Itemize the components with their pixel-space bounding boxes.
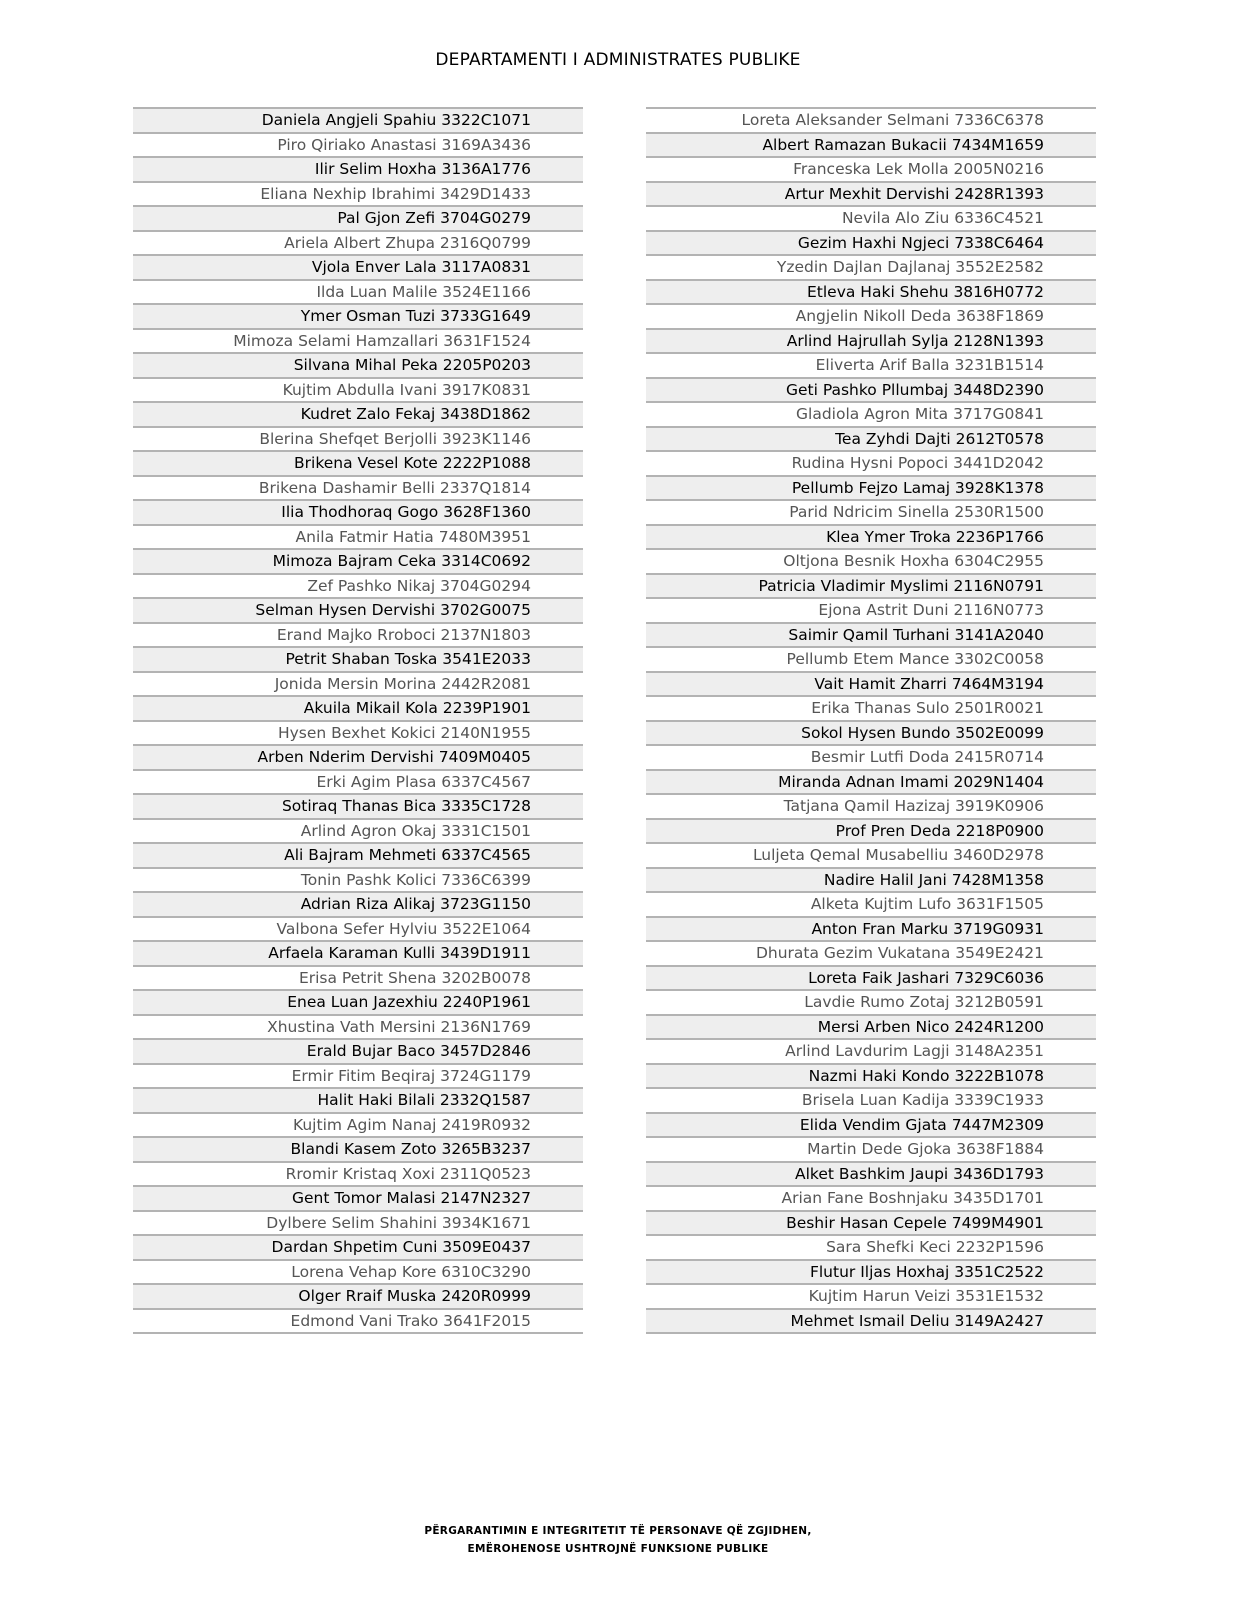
name-row: Klea Ymer Troka 2236P1766 <box>646 524 1096 549</box>
name-row: Besmir Lutfi Doda 2415R0714 <box>646 744 1096 769</box>
footer-line-2: EMËROHENOSE USHTROJNË FUNKSIONE PUBLIKE <box>467 1543 769 1555</box>
name-row: Brikena Dashamir Belli 2337Q1814 <box>133 475 583 500</box>
name-row: Erki Agim Plasa 6337C4567 <box>133 769 583 794</box>
name-row: Petrit Shaban Toska 3541E2033 <box>133 646 583 671</box>
name-row: Elida Vendim Gjata 7447M2309 <box>646 1112 1096 1137</box>
name-row: Ymer Osman Tuzi 3733G1649 <box>133 303 583 328</box>
name-row: Ejona Astrit Duni 2116N0773 <box>646 597 1096 622</box>
name-row: Sokol Hysen Bundo 3502E0099 <box>646 720 1096 745</box>
name-row: Gent Tomor Malasi 2147N2327 <box>133 1185 583 1210</box>
name-row: Arian Fane Boshnjaku 3435D1701 <box>646 1185 1096 1210</box>
page-title: DEPARTAMENTI I ADMINISTRATES PUBLIKE <box>435 50 801 70</box>
name-row: Erisa Petrit Shena 3202B0078 <box>133 965 583 990</box>
name-row: Erand Majko Rroboci 2137N1803 <box>133 622 583 647</box>
name-row: Zef Pashko Nikaj 3704G0294 <box>133 573 583 598</box>
name-row: Albert Ramazan Bukacii 7434M1659 <box>646 132 1096 157</box>
name-row: Gezim Haxhi Ngjeci 7338C6464 <box>646 230 1096 255</box>
footer-line-1: PËRGARANTIMIN E INTEGRITETIT TË PERSONAVE QË ZGJIDHEN, <box>424 1525 812 1537</box>
name-row: Ali Bajram Mehmeti 6337C4565 <box>133 842 583 867</box>
name-row: Mehmet Ismail Deliu 3149A2427 <box>646 1308 1096 1333</box>
name-row: Nadire Halil Jani 7428M1358 <box>646 867 1096 892</box>
name-row: Erald Bujar Baco 3457D2846 <box>133 1038 583 1063</box>
name-row: Franceska Lek Molla 2005N0216 <box>646 156 1096 181</box>
name-row: Mimoza Selami Hamzallari 3631F1524 <box>133 328 583 353</box>
name-row: Saimir Qamil Turhani 3141A2040 <box>646 622 1096 647</box>
name-row: Akuila Mikail Kola 2239P1901 <box>133 695 583 720</box>
name-row: Loreta Faik Jashari 7329C6036 <box>646 965 1096 990</box>
name-row: Lavdie Rumo Zotaj 3212B0591 <box>646 989 1096 1014</box>
name-row: Eliana Nexhip Ibrahimi 3429D1433 <box>133 181 583 206</box>
name-row: Adrian Riza Alikaj 3723G1150 <box>133 891 583 916</box>
name-row: Yzedin Dajlan Dajlanaj 3552E2582 <box>646 254 1096 279</box>
name-row: Enea Luan Jazexhiu 2240P1961 <box>133 989 583 1014</box>
name-row: Kudret Zalo Fekaj 3438D1862 <box>133 401 583 426</box>
name-row: Dylbere Selim Shahini 3934K1671 <box>133 1210 583 1235</box>
name-row: Ilir Selim Hoxha 3136A1776 <box>133 156 583 181</box>
name-row: Ariela Albert Zhupa 2316Q0799 <box>133 230 583 255</box>
name-row: Arlind Agron Okaj 3331C1501 <box>133 818 583 843</box>
name-row: Sara Shefki Keci 2232P1596 <box>646 1234 1096 1259</box>
name-row: Artur Mexhit Dervishi 2428R1393 <box>646 181 1096 206</box>
name-row: Mimoza Bajram Ceka 3314C0692 <box>133 548 583 573</box>
name-row: Sotiraq Thanas Bica 3335C1728 <box>133 793 583 818</box>
name-row: Valbona Sefer Hylviu 3522E1064 <box>133 916 583 941</box>
name-row: Kujtim Abdulla Ivani 3917K0831 <box>133 377 583 402</box>
name-row: Rudina Hysni Popoci 3441D2042 <box>646 450 1096 475</box>
name-row: Beshir Hasan Cepele 7499M4901 <box>646 1210 1096 1235</box>
left-name-column <box>133 107 583 1334</box>
name-row: Brikena Vesel Kote 2222P1088 <box>133 450 583 475</box>
name-row: Silvana Mihal Peka 2205P0203 <box>133 352 583 377</box>
column-bottom-rule <box>133 1332 583 1334</box>
name-row: Vait Hamit Zharri 7464M3194 <box>646 671 1096 696</box>
name-row: Patricia Vladimir Myslimi 2116N0791 <box>646 573 1096 598</box>
name-row: Miranda Adnan Imami 2029N1404 <box>646 769 1096 794</box>
name-row: Angjelin Nikoll Deda 3638F1869 <box>646 303 1096 328</box>
name-row: Nevila Alo Ziu 6336C4521 <box>646 205 1096 230</box>
name-row: Eliverta Arif Balla 3231B1514 <box>646 352 1096 377</box>
name-row: Vjola Enver Lala 3117A0831 <box>133 254 583 279</box>
name-row: Edmond Vani Trako 3641F2015 <box>133 1308 583 1333</box>
name-row: Pellumb Etem Mance 3302C0058 <box>646 646 1096 671</box>
footer <box>0 1522 1236 1558</box>
name-row: Arlind Hajrullah Sylja 2128N1393 <box>646 328 1096 353</box>
name-row: Ilda Luan Malile 3524E1166 <box>133 279 583 304</box>
name-row: Piro Qiriako Anastasi 3169A3436 <box>133 132 583 157</box>
column-bottom-rule <box>646 1332 1096 1334</box>
right-name-column <box>646 107 1096 1334</box>
name-row: Kujtim Harun Veizi 3531E1532 <box>646 1283 1096 1308</box>
name-row: Arben Nderim Dervishi 7409M0405 <box>133 744 583 769</box>
name-row: Parid Ndricim Sinella 2530R1500 <box>646 499 1096 524</box>
name-row: Brisela Luan Kadija 3339C1933 <box>646 1087 1096 1112</box>
name-row: Oltjona Besnik Hoxha 6304C2955 <box>646 548 1096 573</box>
name-row: Halit Haki Bilali 2332Q1587 <box>133 1087 583 1112</box>
name-row: Jonida Mersin Morina 2442R2081 <box>133 671 583 696</box>
name-row: Dardan Shpetim Cuni 3509E0437 <box>133 1234 583 1259</box>
name-row: Daniela Angjeli Spahiu 3322C1071 <box>133 107 583 132</box>
name-row: Ilia Thodhoraq Gogo 3628F1360 <box>133 499 583 524</box>
name-row: Prof Pren Deda 2218P0900 <box>646 818 1096 843</box>
name-row: Flutur Iljas Hoxhaj 3351C2522 <box>646 1259 1096 1284</box>
name-row: Olger Rraif Muska 2420R0999 <box>133 1283 583 1308</box>
name-row: Tatjana Qamil Hazizaj 3919K0906 <box>646 793 1096 818</box>
name-row: Tea Zyhdi Dajti 2612T0578 <box>646 426 1096 451</box>
name-row: Selman Hysen Dervishi 3702G0075 <box>133 597 583 622</box>
name-row: Gladiola Agron Mita 3717G0841 <box>646 401 1096 426</box>
name-row: Alket Bashkim Jaupi 3436D1793 <box>646 1161 1096 1186</box>
name-row: Pellumb Fejzo Lamaj 3928K1378 <box>646 475 1096 500</box>
name-row: Anton Fran Marku 3719G0931 <box>646 916 1096 941</box>
name-row: Blandi Kasem Zoto 3265B3237 <box>133 1136 583 1161</box>
name-row: Xhustina Vath Mersini 2136N1769 <box>133 1014 583 1039</box>
name-row: Arlind Lavdurim Lagji 3148A2351 <box>646 1038 1096 1063</box>
name-row: Tonin Pashk Kolici 7336C6399 <box>133 867 583 892</box>
name-row: Anila Fatmir Hatia 7480M3951 <box>133 524 583 549</box>
name-row: Pal Gjon Zefi 3704G0279 <box>133 205 583 230</box>
name-row: Blerina Shefqet Berjolli 3923K1146 <box>133 426 583 451</box>
name-row: Alketa Kujtim Lufo 3631F1505 <box>646 891 1096 916</box>
name-row: Rromir Kristaq Xoxi 2311Q0523 <box>133 1161 583 1186</box>
name-row: Mersi Arben Nico 2424R1200 <box>646 1014 1096 1039</box>
name-row: Etleva Haki Shehu 3816H0772 <box>646 279 1096 304</box>
name-row: Geti Pashko Pllumbaj 3448D2390 <box>646 377 1096 402</box>
name-row: Lorena Vehap Kore 6310C3290 <box>133 1259 583 1284</box>
name-row: Hysen Bexhet Kokici 2140N1955 <box>133 720 583 745</box>
name-row: Dhurata Gezim Vukatana 3549E2421 <box>646 940 1096 965</box>
name-row: Luljeta Qemal Musabelliu 3460D2978 <box>646 842 1096 867</box>
name-row: Martin Dede Gjoka 3638F1884 <box>646 1136 1096 1161</box>
name-row: Kujtim Agim Nanaj 2419R0932 <box>133 1112 583 1137</box>
name-row: Nazmi Haki Kondo 3222B1078 <box>646 1063 1096 1088</box>
name-row: Loreta Aleksander Selmani 7336C6378 <box>646 107 1096 132</box>
name-row: Erika Thanas Sulo 2501R0021 <box>646 695 1096 720</box>
name-row: Arfaela Karaman Kulli 3439D1911 <box>133 940 583 965</box>
name-row: Ermir Fitim Beqiraj 3724G1179 <box>133 1063 583 1088</box>
